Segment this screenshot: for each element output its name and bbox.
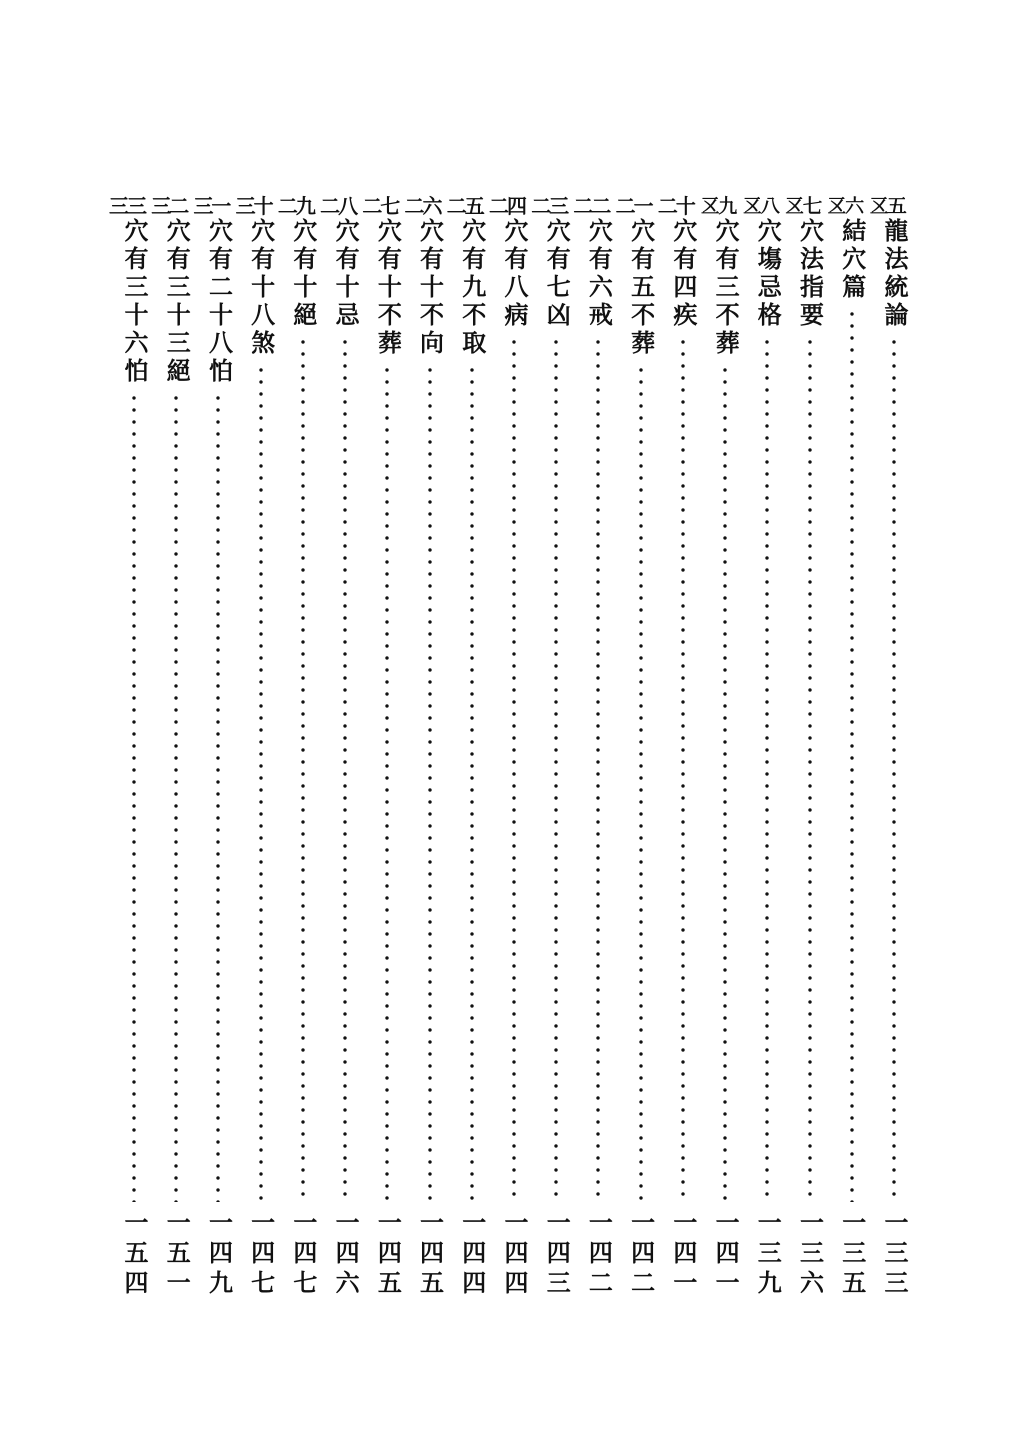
dot-leader: [301, 336, 305, 1202]
entry-title: 穴有五不葬: [626, 218, 656, 358]
toc-entry: [615, 194, 661, 1306]
dot-leader: [343, 336, 347, 1202]
page-number: 一四四: [499, 1210, 529, 1300]
page-number: 一五四: [120, 1210, 149, 1300]
entry-title: 穴有十忌: [331, 218, 361, 330]
page-number: 一四三: [542, 1210, 572, 1300]
dot-leader: [385, 364, 389, 1202]
dot-leader: [639, 364, 643, 1202]
entry-title: 穴有九不取: [457, 218, 487, 358]
toc-entry: [320, 194, 365, 1306]
entry-title: 穴有三十六怕: [120, 218, 149, 386]
toc-entry: [784, 194, 830, 1306]
page-number: 一五一: [162, 1210, 192, 1300]
toc-entry: [700, 194, 745, 1306]
page-number: 一四七: [288, 1210, 318, 1300]
table-of-contents: [109, 194, 914, 1306]
entry-number: 𠄡五: [868, 194, 905, 218]
dot-leader: [850, 308, 854, 1202]
page-number: 一三九: [753, 1210, 783, 1300]
entry-number: 二六: [404, 194, 441, 218]
entry-title: 穴塲忌格: [753, 218, 783, 330]
page-number: 一四一: [711, 1210, 741, 1300]
entry-number: 二二: [573, 194, 610, 218]
entry-number: 二七: [362, 194, 399, 218]
toc-entry: [531, 194, 576, 1306]
dot-leader: [681, 336, 685, 1202]
dot-leader: [512, 336, 516, 1202]
page-number: 一四五: [415, 1210, 445, 1300]
entry-title: 穴有十不葬: [373, 218, 403, 358]
entry-number: 二五: [446, 194, 483, 218]
toc-entry: [868, 194, 914, 1306]
dot-leader: [765, 336, 769, 1202]
entry-title: 龍法統論: [879, 218, 909, 330]
dot-leader: [808, 336, 812, 1202]
dot-leader: [596, 336, 600, 1202]
dot-leader: [723, 364, 727, 1202]
dot-leader: [892, 336, 896, 1202]
entry-title: 穴有十絕: [288, 218, 318, 330]
toc-entry: [742, 194, 787, 1306]
toc-entry: [404, 194, 450, 1306]
entry-title: 結穴篇: [837, 218, 867, 302]
entry-number: 𠄡八: [742, 194, 779, 218]
toc-entry: [109, 194, 154, 1306]
entry-number: 𠄡七: [784, 194, 821, 218]
entry-title: 穴有八病: [499, 218, 529, 330]
entry-number: 二四: [488, 194, 525, 218]
toc-entry: [826, 194, 872, 1306]
entry-title: 穴有七凶: [542, 218, 572, 330]
dot-leader: [216, 392, 220, 1202]
dot-leader: [470, 364, 474, 1202]
entry-number: 二九: [277, 194, 314, 218]
entry-number: 𠄡六: [826, 194, 863, 218]
entry-number: 𠄡九: [700, 194, 737, 218]
entry-title: 穴有三不葬: [711, 218, 741, 358]
toc-entry: [277, 194, 323, 1306]
toc-entry: [657, 194, 703, 1306]
page-number: 一四二: [584, 1210, 614, 1300]
page-number: 一四九: [204, 1210, 234, 1300]
toc-entry: [488, 194, 534, 1306]
entry-number: 二十: [657, 194, 694, 218]
toc-entry: [446, 194, 492, 1306]
entry-number: 三十: [235, 194, 272, 218]
entry-number: 三一: [193, 194, 230, 218]
entry-number: 三三: [109, 194, 145, 218]
page-number: 一三六: [795, 1210, 825, 1300]
entry-number: 三二: [151, 194, 188, 218]
dot-leader: [428, 364, 432, 1202]
page-number: 一四四: [457, 1210, 487, 1300]
toc-entry: [573, 194, 618, 1306]
entry-title: 穴有二十八怕: [204, 218, 234, 386]
toc-entry: [235, 194, 281, 1306]
page-number: 一四二: [626, 1210, 656, 1300]
entry-title: 穴有三十三絕: [162, 218, 192, 386]
entry-title: 穴有十不向: [415, 218, 445, 358]
page-number: 一四五: [373, 1210, 403, 1300]
dot-leader: [259, 364, 263, 1202]
entry-title: 穴有四疾: [668, 218, 698, 330]
entry-title: 穴有六戒: [584, 218, 614, 330]
dot-leader: [554, 336, 558, 1202]
entry-number: 二一: [615, 194, 652, 218]
dot-leader: [132, 392, 136, 1202]
page-number: 一三三: [879, 1210, 909, 1300]
toc-entry: [151, 194, 196, 1306]
page-number: 一四六: [331, 1210, 361, 1300]
entry-number: 二三: [531, 194, 568, 218]
page-number: 一四一: [668, 1210, 698, 1300]
entry-title: 穴有十八煞: [246, 218, 276, 358]
toc-entry: [193, 194, 238, 1306]
entry-title: 穴法指要: [795, 218, 825, 330]
page-number: 一三五: [837, 1210, 867, 1300]
entry-number: 二八: [320, 194, 357, 218]
page-number: 一四七: [246, 1210, 276, 1300]
dot-leader: [174, 392, 178, 1202]
toc-entry: [362, 194, 407, 1306]
